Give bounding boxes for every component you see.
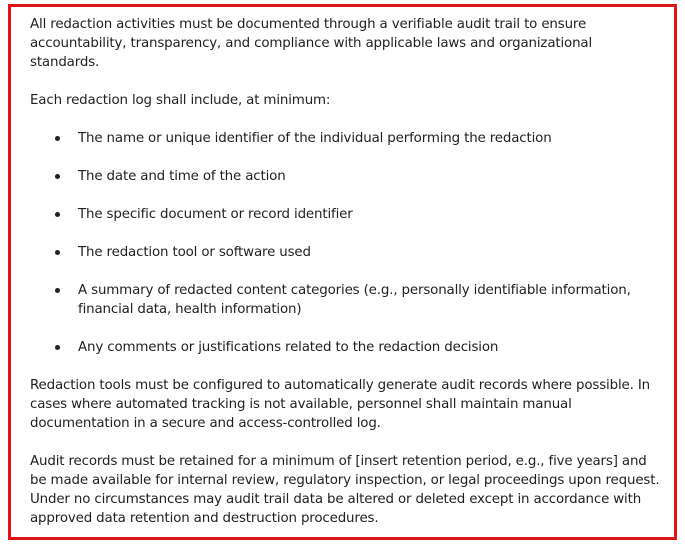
list-item-text: The specific document or record identifier bbox=[78, 207, 353, 222]
bullet-icon bbox=[55, 174, 60, 179]
policy-text-block bbox=[30, 15, 660, 528]
intro-paragraph: All redaction activities must be documented through a verifiable audit trail to ensure accountability, transparency, and compliance with applicable laws and organizational standards. bbox=[30, 17, 593, 70]
list-item bbox=[30, 205, 660, 224]
bullet-icon bbox=[55, 250, 60, 255]
list-item-text: The name or unique identifier of the individual performing the redaction bbox=[78, 131, 552, 146]
list-item bbox=[30, 281, 660, 319]
tooling-paragraph: Redaction tools must be configured to automatically generate audit records where possible. In cases where automated tracking is not available, personnel shall maintain manual documentation in a secure and access-controlled log. bbox=[30, 378, 650, 431]
list-item-text: Any comments or justifications related to the redaction decision bbox=[78, 340, 499, 355]
bullet-icon bbox=[55, 212, 60, 217]
bullet-icon bbox=[55, 136, 60, 141]
bullet-icon bbox=[55, 345, 60, 350]
list-item-text: The date and time of the action bbox=[78, 169, 286, 184]
list-item-text: The redaction tool or software used bbox=[78, 245, 311, 260]
list-item bbox=[30, 338, 660, 357]
log-requirements-list bbox=[30, 129, 660, 357]
log-requirements-heading: Each redaction log shall include, at minimum: bbox=[30, 93, 331, 108]
list-item bbox=[30, 129, 660, 148]
list-item bbox=[30, 243, 660, 262]
list-item-text: A summary of redacted content categories (e.g., personally identifiable information, financial data, health information) bbox=[78, 283, 631, 317]
highlight-frame bbox=[8, 4, 677, 540]
list-item bbox=[30, 167, 660, 186]
bullet-icon bbox=[55, 288, 60, 293]
retention-paragraph: Audit records must be retained for a minimum of [insert retention period, e.g., five years] and be made available for internal review, regulatory inspection, or legal proceedings upon request. Under no circumstances may audit trail data be altered or deleted except in accordance with approved data retention and destruction procedures. bbox=[30, 454, 660, 526]
